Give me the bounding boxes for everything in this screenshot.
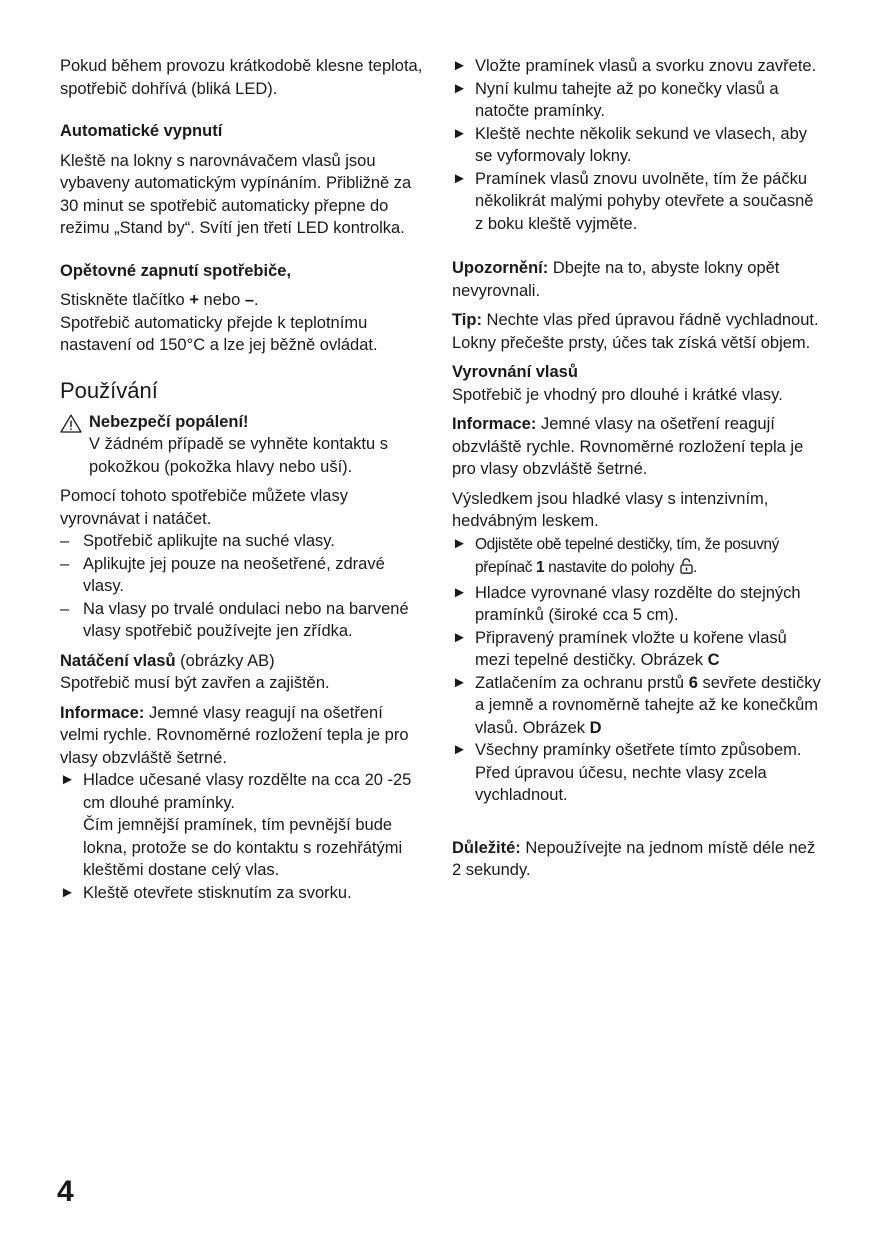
tip-note [452, 309, 824, 354]
figure-ref-d: D [589, 718, 602, 737]
right-column [452, 55, 824, 882]
list-item-text: Připravený pramínek vložte u kořene vlasů mezi tepelné destičky. Obrázek [475, 628, 787, 669]
important-text: Nepoužívejte na jednom místě déle než 2 sekundy. [452, 838, 816, 879]
step1-part-a: Odjistěte obě tepelné destičky, tím, že posuvný přepínač [475, 535, 779, 576]
list-item-text: Kleště otevřete stisknutím za svorku. [83, 883, 352, 902]
auto-off-text: Kleště na lokny s narovnávačem vlasů jsou vybaveny automatickým vypínáním. Přibližně za 30 minut se spotřebič automaticky přepne do režimu „Stand by“. Svítí jen třetí LED kontrolka. [60, 151, 412, 237]
list-item [60, 769, 425, 882]
warning-title: Nebezpečí popálení! [89, 412, 249, 431]
list-item-text: Kleště nechte několik sekund ve vlasech, aby se vyformovaly lokny. [475, 124, 808, 165]
list-item [60, 882, 425, 905]
list-item [452, 168, 824, 236]
important-note [452, 837, 824, 882]
list-item [452, 78, 824, 123]
caution-note [452, 257, 824, 302]
step1-part-b: nastavite do polohy [544, 559, 679, 576]
curling-steps-continued [452, 55, 824, 235]
curling-heading-line [60, 650, 425, 673]
list-item-text: Hladce vyrovnané vlasy rozdělte do stejných pramínků (široké cca 5 cm). [475, 583, 801, 624]
list-item: – Aplikujte jej pouze na neošetřené, zdravé vlasy. [60, 554, 385, 595]
list-item [452, 55, 824, 78]
tip-text: Nechte vlas před úpravou řádně vychladnout. Lokny přečešte prsty, účes tak získá větší objem. [452, 311, 819, 352]
info-text: Jemné vlasy na ošetření reagují obzvláště rychle. Rovnoměrné rozložení tepla je pro vlasy obzvláště šetrné. [452, 415, 804, 478]
list-item [452, 739, 824, 807]
straighten-steps [452, 533, 824, 807]
straighten-info [452, 413, 824, 481]
list-item-extra: Čím jemnější pramínek, tím pevnější bude lokna, protože se do kontaktu s rozehřátými kleštěmi dostane celý vlas. [83, 816, 403, 879]
list-item-text: Všechny pramínky ošetřete tímto způsobem. Před úpravou účesu, nechte vlasy zcela vychladnout. [475, 741, 802, 804]
arrow-bullet-icon: ► [452, 673, 467, 691]
tip-label: Tip: [452, 311, 482, 329]
restart-line-1-mid: nebo [198, 291, 245, 309]
curling-heading-suffix: (obrázky AB) [175, 651, 275, 670]
curling-steps [60, 769, 425, 904]
left-column [60, 55, 425, 904]
switch-number: 1 [536, 559, 545, 576]
arrow-bullet-icon: ► [452, 534, 467, 552]
list-item [452, 672, 824, 740]
caution-label: Upozornění: [452, 259, 549, 277]
usage-dash-list [60, 530, 425, 643]
caution-text: Dbejte na to, abyste lokny opět nevyrovnali. [452, 259, 780, 300]
finger-guard-number: 6 [688, 673, 698, 692]
restart-line-1-end: . [254, 291, 259, 309]
arrow-bullet-icon: ► [452, 628, 467, 646]
list-item-text: Spotřebič aplikujte na suché vlasy. [83, 532, 335, 550]
plus-symbol: + [189, 291, 199, 309]
list-item-text: Pramínek vlasů znovu uvolněte, tím že páčku několikrát malými pohyby otevřete a současně z boku kleště vyjměte. [475, 169, 814, 233]
curling-info [60, 702, 425, 770]
burn-warning [60, 411, 425, 479]
info-label: Informace: [60, 703, 145, 722]
warning-text: V žádném případě se vyhněte kontaktu s pokožkou (pokožka hlavy nebo uší). [89, 435, 389, 476]
arrow-bullet-icon: ► [452, 169, 467, 187]
minus-symbol: – [244, 291, 255, 309]
restart-line-1-pre: Stiskněte tlačítko [60, 291, 190, 309]
list-item-text-2: sevřete destičky a jemně a rovnoměrně tahejte až ke konečkům vlasů. Obrázek [475, 673, 821, 737]
list-item-text: Zatlačením za ochranu prstů [475, 673, 689, 692]
step1-part-c: . [693, 559, 697, 576]
restart-heading: Opětovné zapnutí spotřebiče, [60, 261, 292, 280]
arrow-bullet-icon: ► [452, 741, 467, 758]
intro-paragraph: Pokud během provozu krátkodobě klesne teplota, spotřebič dohřívá (bliká LED). [60, 57, 423, 98]
restart-line-2: Spotřebič automaticky přejde k teplotnímu nastavení od 150°C a lze jej běžně ovládat. [60, 313, 378, 354]
list-item-text: Hladce učesané vlasy rozdělte na cca 20 -25 cm dlouhé pramínky. [83, 771, 412, 812]
list-item [452, 123, 824, 168]
straighten-text: Spotřebič je vhodný pro dlouhé i krátké vlasy. [452, 385, 783, 404]
list-item-text [475, 536, 779, 577]
list-item-text: Vložte pramínek vlasů a svorku znovu zavřete. [475, 57, 817, 75]
arrow-bullet-icon: ► [452, 124, 467, 142]
straighten-heading: Vyrovnání vlasů [452, 363, 578, 381]
arrow-bullet-icon: ► [60, 771, 75, 788]
straighten-result: Výsledkem jsou hladké vlasy s intenzivním, hedvábným leskem. [452, 489, 769, 530]
list-item [452, 627, 824, 672]
arrow-bullet-icon: ► [60, 883, 75, 901]
auto-off-heading: Automatické vypnutí [60, 122, 223, 140]
page-number: 4 [57, 1175, 74, 1208]
unlock-icon [680, 558, 693, 582]
list-item: – Spotřebič aplikujte na suché vlasy. [60, 532, 335, 550]
list-item [452, 533, 824, 582]
list-item [452, 582, 824, 627]
usage-heading: Používání [60, 377, 158, 403]
info-label: Informace: [452, 415, 537, 433]
list-item-text: Nyní kulmu tahejte až po konečky vlasů a natočte pramínky. [475, 79, 779, 120]
list-item-text: Na vlasy po trvalé ondulaci nebo na barvené vlasy spotřebič používejte jen zřídka. [83, 599, 409, 640]
figure-ref-c: C [707, 651, 720, 669]
warning-triangle-icon [60, 411, 89, 479]
restart-line-1 [60, 289, 425, 312]
curling-heading: Natáčení vlasů [60, 651, 176, 670]
important-label: Důležité: [452, 838, 521, 857]
curling-line: Spotřebič musí být zavřen a zajištěn. [60, 674, 330, 692]
info-text: Jemné vlasy reagují na ošetření velmi rychle. Rovnoměrné rozložení tepla je pro vlasy obzvláště šetrné. [60, 703, 409, 767]
list-item: – Na vlasy po trvalé ondulaci nebo na barvené vlasy spotřebič používejte jen zřídka. [60, 599, 409, 640]
arrow-bullet-icon: ► [452, 583, 467, 601]
arrow-bullet-icon: ► [452, 79, 467, 97]
arrow-bullet-icon: ► [452, 57, 467, 74]
list-item-text: Aplikujte jej pouze na neošetřené, zdravé vlasy. [83, 554, 385, 595]
usage-intro: Pomocí tohoto spotřebiče můžete vlasy vyrovnávat i natáčet. [60, 487, 348, 528]
